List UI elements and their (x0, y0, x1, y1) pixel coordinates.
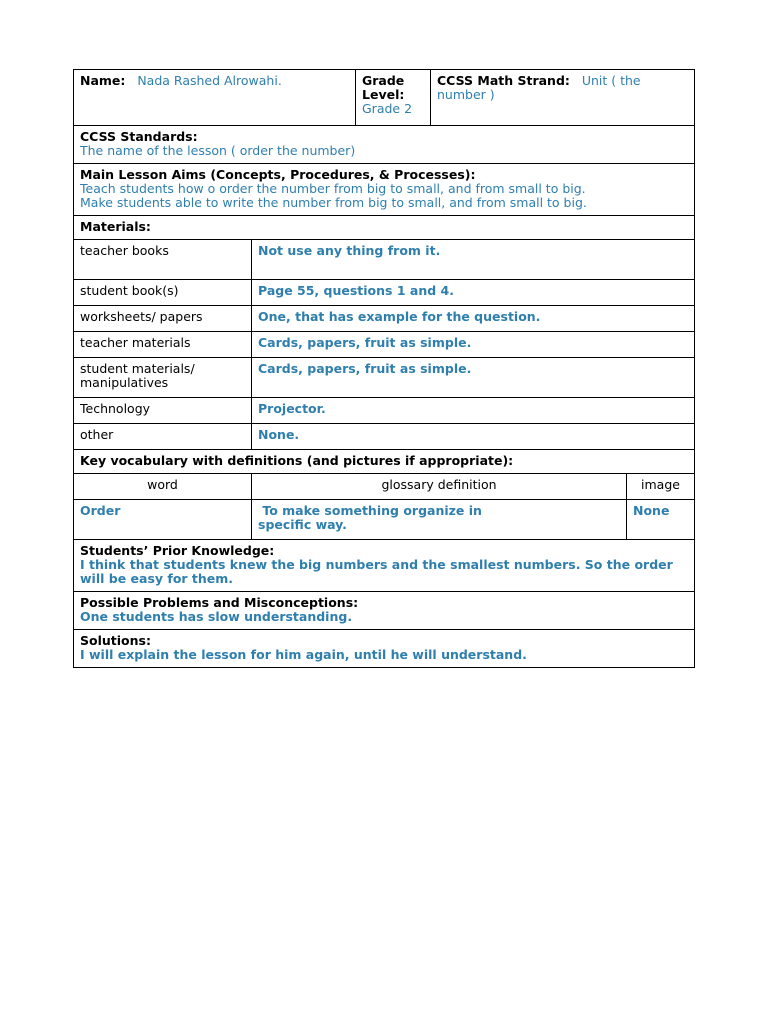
vocabulary-row (74, 500, 695, 540)
strand-value-line2: number ) (437, 87, 495, 102)
vocab-col-image: image (627, 474, 695, 500)
problems-value: One students has slow understanding. (80, 609, 353, 624)
material-label: teacher books (74, 240, 252, 280)
vocabulary-header-row (74, 450, 695, 474)
prior-knowledge-line1: I think that students knew the big numbers and the smallest numbers. So the order (80, 557, 673, 572)
vocabulary-columns-row (74, 474, 695, 500)
grade-label-line2: Level: (362, 87, 405, 102)
standards-row (74, 126, 695, 164)
materials-header-row (74, 216, 695, 240)
materials-row (74, 398, 695, 424)
material-label: other (74, 424, 252, 450)
materials-row (74, 306, 695, 332)
standards-label: CCSS Standards: (80, 129, 198, 144)
material-label-line1: student materials/ (80, 361, 195, 376)
vocab-definition (252, 500, 627, 540)
vocab-image: None (627, 500, 695, 540)
material-value: Cards, papers, fruit as simple. (252, 358, 695, 398)
header-row (74, 70, 695, 126)
prior-knowledge-line2: will be easy for them. (80, 571, 234, 586)
material-label (74, 358, 252, 398)
problems-row (74, 592, 695, 630)
prior-knowledge-label: Students’ Prior Knowledge: (80, 543, 275, 558)
lesson-plan-sheet (73, 69, 694, 668)
material-value: Not use any thing from it. (252, 240, 695, 280)
aims-label: Main Lesson Aims (Concepts, Procedures, & Processes): (80, 167, 476, 182)
material-value: Cards, papers, fruit as simple. (252, 332, 695, 358)
solutions-row (74, 630, 695, 668)
lesson-plan-table (73, 69, 695, 668)
name-cell (74, 70, 356, 126)
vocab-word: Order (74, 500, 252, 540)
strand-label: CCSS Math Strand: (437, 73, 570, 88)
materials-row (74, 240, 695, 280)
name-value: Nada Rashed Alrowahi. (137, 73, 282, 88)
materials-row (74, 358, 695, 398)
problems-label: Possible Problems and Misconceptions: (80, 595, 359, 610)
material-label: teacher materials (74, 332, 252, 358)
materials-row (74, 424, 695, 450)
materials-row (74, 332, 695, 358)
material-value: None. (252, 424, 695, 450)
grade-value: Grade 2 (362, 101, 413, 116)
strand-cell (431, 70, 695, 126)
strand-value-line1: Unit ( the (581, 73, 641, 88)
solutions-label: Solutions: (80, 633, 151, 648)
materials-label: Materials: (74, 216, 695, 240)
material-label-line2: manipulatives (80, 375, 169, 390)
grade-label-line1: Grade (362, 73, 405, 88)
material-value: Page 55, questions 1 and 4. (252, 280, 695, 306)
material-value: One, that has example for the question. (252, 306, 695, 332)
prior-knowledge-row (74, 540, 695, 592)
material-label: Technology (74, 398, 252, 424)
vocabulary-label: Key vocabulary with definitions (and pictures if appropriate): (74, 450, 695, 474)
material-value: Projector. (252, 398, 695, 424)
aims-line1: Teach students how o order the number from big to small, and from small to big. (80, 181, 586, 196)
material-label: worksheets/ papers (74, 306, 252, 332)
vocab-col-definition: glossary definition (252, 474, 627, 500)
aims-row (74, 164, 695, 216)
aims-line2: Make students able to write the number from big to small, and from small to big. (80, 195, 587, 210)
solutions-value: I will explain the lesson for him again, until he will understand. (80, 647, 527, 662)
material-label: student book(s) (74, 280, 252, 306)
name-label: Name: (80, 73, 126, 88)
vocab-col-word: word (74, 474, 252, 500)
grade-cell (356, 70, 431, 126)
vocab-definition-line1: To make something organize in (258, 503, 482, 518)
materials-row (74, 280, 695, 306)
vocab-definition-line2: specific way. (258, 517, 347, 532)
standards-value: The name of the lesson ( order the number) (80, 143, 356, 158)
